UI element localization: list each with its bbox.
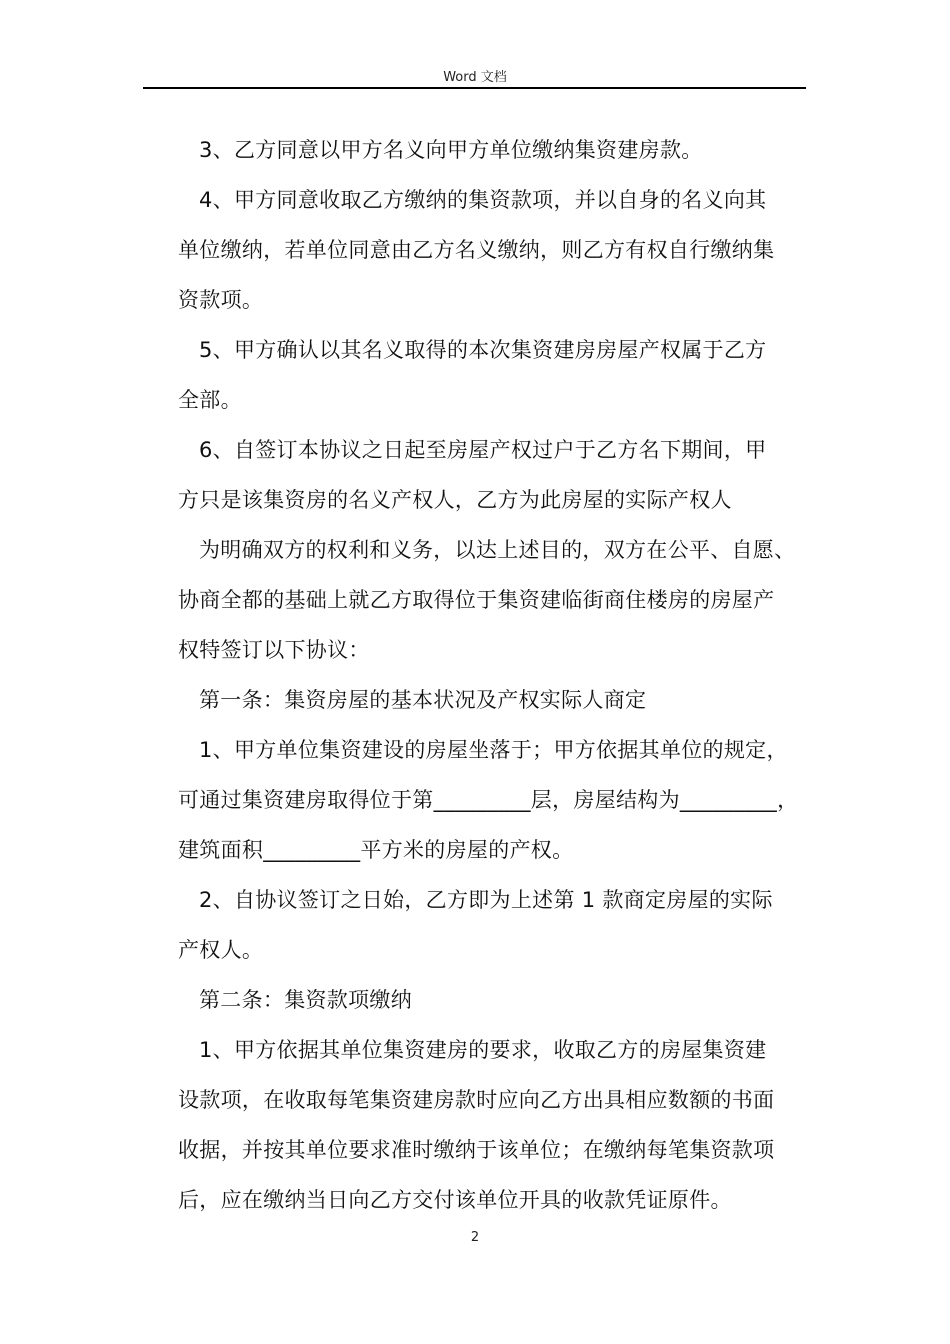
text-line: 3、乙方同意以甲方名义向甲方单位缴纳集资建房款。 <box>199 138 703 162</box>
text-line: 产权人。 <box>178 938 264 962</box>
text-line: 4、甲方同意收取乙方缴纳的集资款项，并以自身的名义向其 <box>199 188 767 212</box>
text-line: 后，应在缴纳当日向乙方交付该单位开具的收款凭证原件。 <box>178 1188 732 1212</box>
text-line: 单位缴纳，若单位同意由乙方名义缴纳，则乙方有权自行缴纳集 <box>178 238 775 262</box>
text-line: 1、甲方依据其单位集资建房的要求，收取乙方的房屋集资建 <box>199 1038 767 1062</box>
text-line: 6、自签订本协议之日起至房屋产权过户于乙方名下期间，甲 <box>199 438 767 462</box>
text-line: 建筑面积_________平方米的房屋的产权。 <box>178 838 574 862</box>
page-number: 2 <box>470 1230 480 1245</box>
page-header-title: Word 文档 <box>443 70 507 85</box>
text-line: 为明确双方的权利和义务，以达上述目的，双方在公平、自愿、 <box>199 538 796 562</box>
text-line: 设款项，在收取每笔集资建房款时应向乙方出具相应数额的书面 <box>178 1088 775 1112</box>
document-body <box>178 125 808 1225</box>
section-heading: 第二条：集资款项缴纳 <box>199 988 412 1012</box>
text-line: 收据，并按其单位要求准时缴纳于该单位；在缴纳每笔集资款项 <box>178 1138 775 1162</box>
text-line: 1、甲方单位集资建设的房屋坐落于；甲方依据其单位的规定， <box>199 738 788 762</box>
text-line: 5、甲方确认以其名义取得的本次集资建房房屋产权属于乙方 <box>199 338 767 362</box>
text-line: 全部。 <box>178 388 242 412</box>
text-line: 权特签订以下协议： <box>178 638 370 662</box>
text-line: 资款项。 <box>178 288 264 312</box>
text-line: 2、自协议签订之日始，乙方即为上述第 1 款商定房屋的实际 <box>199 888 773 912</box>
text-line: 方只是该集资房的名义产权人，乙方为此房屋的实际产权人 <box>178 488 732 512</box>
text-line: 可通过集资建房取得位于第_________层，房屋结构为_________， <box>178 788 799 812</box>
header-rule <box>143 87 806 89</box>
text-line: 协商全都的基础上就乙方取得位于集资建临街商住楼房的房屋产 <box>178 588 775 612</box>
section-heading: 第一条：集资房屋的基本状况及产权实际人商定 <box>199 688 647 712</box>
